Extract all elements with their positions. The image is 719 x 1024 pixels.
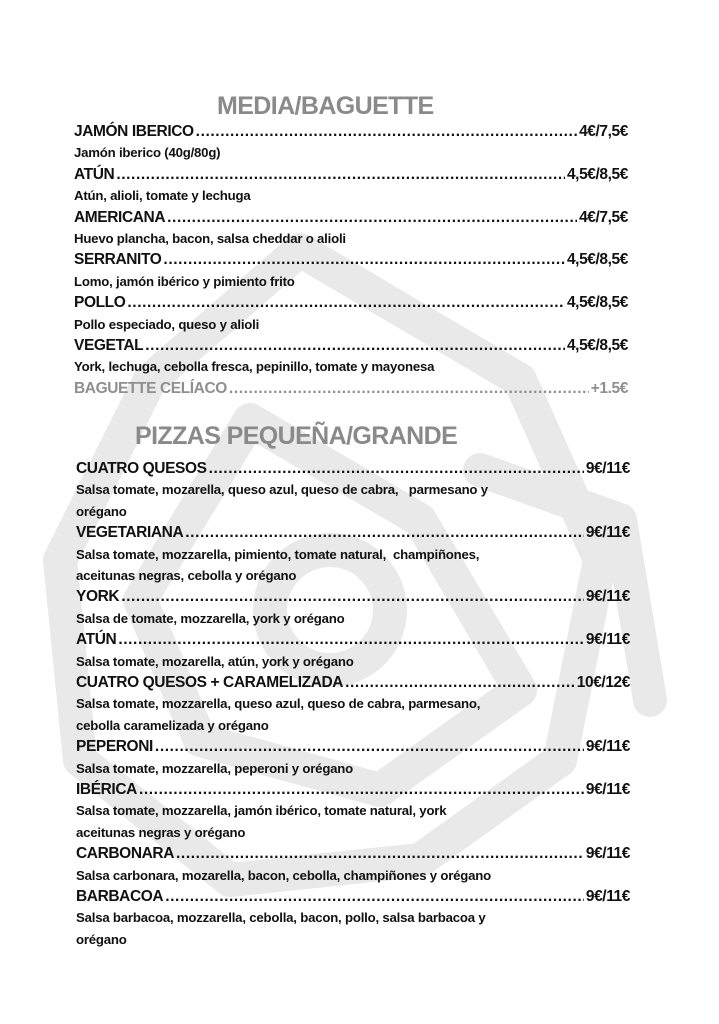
item-price: 4,5€/8,5€ — [566, 336, 628, 354]
item-price: +1.5€ — [590, 379, 628, 397]
item-price: 4,5€/8,5€ — [566, 251, 628, 269]
item-price: 4,5€/8,5€ — [566, 165, 628, 183]
item-description: Salsa tomate, mozzarella, peperoni y orégano — [76, 760, 354, 776]
dot-leader — [127, 292, 565, 313]
item-description: Huevo plancha, bacon, salsa cheddar o alioli — [74, 230, 346, 246]
item-price: 4€/7,5€ — [579, 208, 628, 226]
dot-leader — [196, 121, 577, 142]
item-name: IBÉRICA — [76, 781, 137, 798]
menu-item — [76, 586, 630, 607]
dot-leader — [345, 672, 575, 693]
menu-item — [76, 458, 630, 479]
section-title: MEDIA/BAGUETTE — [217, 92, 434, 120]
item-name: VEGETARIANA — [76, 524, 184, 542]
item-price: 4,5€/8,5€ — [566, 294, 628, 312]
item-name: AMERICANA — [74, 208, 166, 226]
item-name: CUATRO QUESOS + CARAMELIZADA — [76, 674, 344, 691]
menu-item — [74, 249, 628, 270]
menu-item-extra — [74, 378, 628, 399]
item-description: Jamón iberico (40g/80g) — [74, 145, 221, 161]
dot-leader — [118, 629, 584, 650]
item-description: Salsa de tomate, mozzarella, york y orégano — [76, 610, 345, 626]
dot-leader — [185, 522, 584, 543]
menu-item — [76, 522, 630, 543]
item-name: ATÚN — [76, 631, 117, 649]
section-pizzas — [76, 421, 630, 950]
item-name: PEPERONI — [76, 738, 153, 756]
menu-item — [76, 629, 630, 650]
menu-item — [76, 843, 630, 864]
dot-leader — [163, 249, 565, 270]
item-price: 9€/11€ — [585, 845, 630, 863]
section-title: PIZZAS PEQUEÑA/GRANDE — [135, 422, 458, 450]
item-name: BAGUETTE CELÍACO — [74, 379, 227, 397]
menu-item — [74, 121, 628, 142]
item-description: Salsa tomate, mozarella, queso azul, queso de cabra, parmesano y orégano — [76, 482, 488, 519]
dot-leader — [176, 843, 584, 864]
dot-leader — [145, 335, 565, 356]
dot-leader — [167, 207, 577, 228]
item-description: Salsa tomate, mozzarella, pimiento, tomate natural, champiñones, aceitunas negras, cebolla y orégano — [76, 546, 480, 583]
item-description: Pollo especiado, queso y alioli — [74, 316, 260, 332]
dot-leader — [155, 736, 584, 757]
section-media-baguette — [74, 91, 628, 399]
menu-item — [76, 672, 630, 693]
item-description: Lomo, jamón ibérico y pimiento frito — [74, 273, 295, 289]
dot-leader — [229, 378, 589, 399]
item-price: 9€/11€ — [585, 781, 630, 798]
item-description: Atún, alioli, tomate y lechuga — [74, 188, 251, 204]
menu-item — [76, 779, 630, 800]
item-price: 9€/11€ — [585, 631, 630, 649]
item-price: 9€/11€ — [585, 738, 630, 756]
item-description: Salsa barbacoa, mozzarella, cebolla, bacon, pollo, salsa barbacoa y orégano — [76, 910, 486, 947]
menu-list — [76, 458, 630, 950]
dot-leader — [165, 886, 584, 907]
item-name: YORK — [76, 588, 120, 606]
item-description: Salsa tomate, mozarella, atún, york y orégano — [76, 653, 354, 669]
item-price: 9€/11€ — [585, 524, 630, 542]
menu-item — [76, 886, 630, 907]
menu-list — [74, 121, 628, 378]
item-name: SERRANITO — [74, 251, 162, 269]
menu-item — [74, 164, 628, 185]
item-description: Salsa carbonara, mozarella, bacon, cebolla, champiñones y orégano — [76, 867, 492, 883]
menu-item — [74, 335, 628, 356]
item-name: CARBONARA — [76, 845, 175, 863]
menu-item — [74, 292, 628, 313]
dot-leader — [121, 586, 584, 607]
item-name: POLLO — [74, 294, 126, 312]
menu-item — [74, 207, 628, 228]
item-name: ATÚN — [74, 165, 115, 183]
item-name: JAMÓN IBERICO — [74, 123, 194, 140]
item-name: BARBACOA — [76, 888, 164, 905]
item-description: York, lechuga, cebolla fresca, pepinillo, tomate y mayonesa — [74, 359, 435, 375]
item-name: CUATRO QUESOS — [76, 460, 207, 477]
dot-leader — [116, 164, 565, 185]
dot-leader — [139, 779, 584, 800]
dot-leader — [209, 458, 584, 479]
item-description: Salsa tomate, mozzarella, jamón ibérico, tomate natural, york aceitunas negras y orégano — [76, 803, 447, 840]
item-price: 9€/11€ — [585, 460, 630, 477]
item-price: 4€/7,5€ — [579, 123, 628, 140]
item-price: 9€/11€ — [585, 888, 630, 905]
item-price: 10€/12€ — [576, 674, 630, 691]
item-name: VEGETAL — [74, 336, 144, 354]
menu-item — [76, 736, 630, 757]
item-description: Salsa tomate, mozzarella, queso azul, queso de cabra, parmesano, cebolla caramelizada y orégano — [76, 696, 481, 733]
item-price: 9€/11€ — [585, 588, 630, 606]
